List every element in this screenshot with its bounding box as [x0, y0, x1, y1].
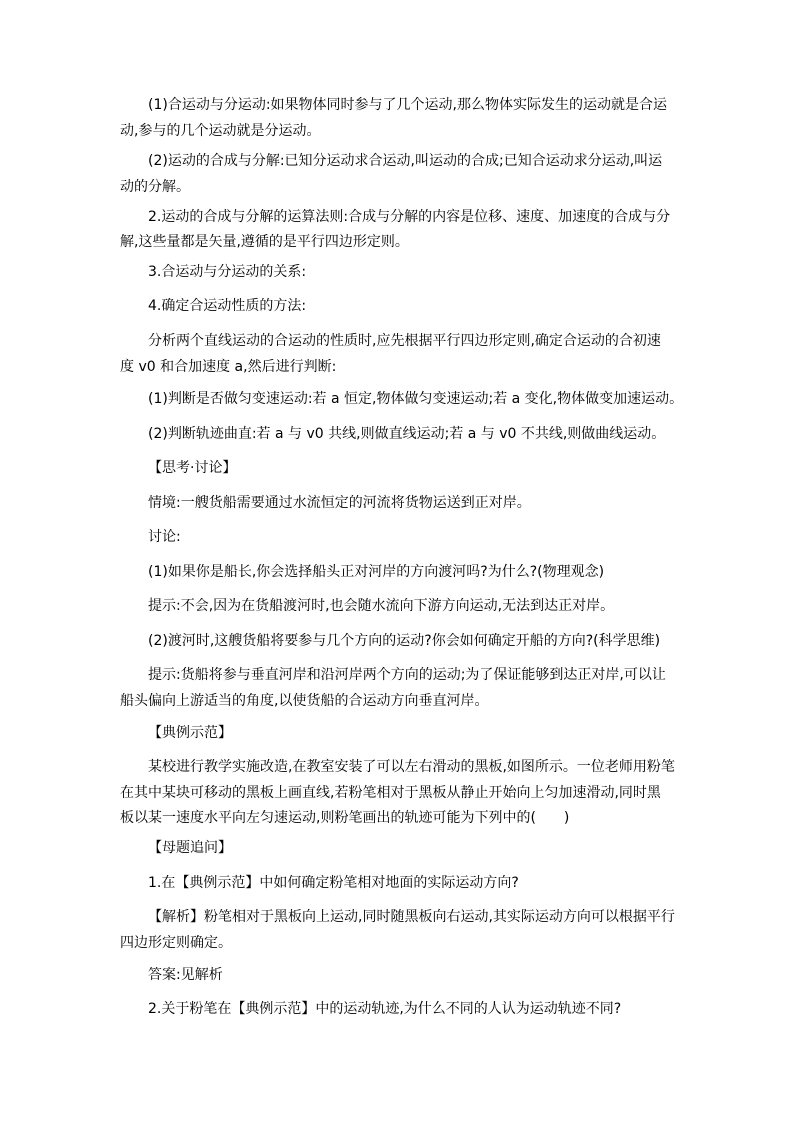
- paragraph-example-line-2: 在其中某块可移动的黑板上画直线,若粉笔相对于黑板从静止开始向上匀加速滑动,同时黑: [120, 785, 661, 801]
- paragraph-example-line-3: 板以某一速度水平向左匀速运动,则粉笔画出的轨迹可能为下列中的( ): [120, 810, 570, 826]
- section-heading-example: 【典例示范】: [148, 725, 232, 741]
- paragraph-2-line-1: (2)运动的合成与分解:已知分运动求合运动,叫运动的合成;已知合运动求分运动,叫运: [148, 153, 663, 169]
- paragraph-1-line-2: 动,参与的几个运动就是分运动。: [120, 123, 321, 139]
- paragraph-3-line-1: 2.运动的合成与分解的运算法则:合成与分解的内容是位移、速度、加速度的合成与分: [148, 209, 671, 225]
- paragraph-follow-up-question-2: 2.关于粉笔在【典例示范】中的运动轨迹,为什么不同的人认为运动轨迹不同?: [148, 1001, 622, 1017]
- paragraph-6-line-1: 分析两个直线运动的合运动的性质时,应先根据平行四边形定则,确定合运动的合初速: [148, 333, 661, 349]
- paragraph-3-line-2: 解,这些量都是矢量,遵循的是平行四边形定则。: [120, 234, 409, 250]
- paragraph-example-line-1: 某校进行教学实施改造,在教室安装了可以左右滑动的黑板,如图所示。一位老师用粉笔: [148, 759, 675, 775]
- paragraph-hint-2-line-1: 提示:货船将参与垂直河岸和沿河岸两个方向的运动;为了保证能够到达正对岸,可以让: [148, 667, 666, 683]
- paragraph-analysis-line-1: 【解析】粉笔相对于黑板向上运动,同时随黑板向右运动,其实际运动方向可以根据平行: [148, 909, 675, 925]
- paragraph-analysis-line-2: 四边形定则确定。: [120, 935, 232, 951]
- paragraph-4: 3.合运动与分运动的关系:: [148, 264, 307, 280]
- paragraph-answer: 答案:见解析: [148, 967, 223, 983]
- paragraph-follow-up-question-1: 1.在【典例示范】中如何确定粉笔相对地面的实际运动方向?: [148, 875, 519, 891]
- paragraph-1-line-1: (1)合运动与分运动:如果物体同时参与了几个运动,那么物体实际发生的运动就是合运: [148, 97, 667, 113]
- section-heading-think-discuss: 【思考·讨论】: [148, 460, 237, 476]
- paragraph-7: (1)判断是否做匀变速运动:若 a 恒定,物体做匀变速运动;若 a 变化,物体做变加速运动。: [148, 391, 684, 407]
- paragraph-hint-2-line-2: 船头偏向上游适当的角度,以使货船的合运动方向垂直河岸。: [120, 693, 489, 709]
- paragraph-2-line-2: 动的分解。: [120, 179, 190, 195]
- paragraph-5: 4.确定合运动性质的方法:: [148, 298, 307, 314]
- paragraph-hint-1: 提示:不会,因为在货船渡河时,也会随水流向下游方向运动,无法到达正对岸。: [148, 598, 615, 614]
- paragraph-scenario: 情境:一艘货船需要通过水流恒定的河流将货物运送到正对岸。: [148, 495, 531, 511]
- paragraph-8: (2)判断轨迹曲直:若 a 与 v0 共线,则做直线运动;若 a 与 v0 不共线,则做曲线运动。: [148, 426, 666, 442]
- paragraph-question-2: (2)渡河时,这艘货船将要参与几个方向的运动?你会如何确定开船的方向?(科学思维): [148, 633, 661, 649]
- paragraph-question-1: (1)如果你是船长,你会选择船头正对河岸的方向渡河吗?为什么?(物理观念): [148, 564, 605, 580]
- paragraph-discussion-label: 讨论:: [148, 529, 181, 545]
- section-heading-follow-up: 【母题追问】: [148, 840, 232, 856]
- paragraph-6-line-2: 度 v0 和合加速度 a,然后进行判断:: [120, 359, 337, 375]
